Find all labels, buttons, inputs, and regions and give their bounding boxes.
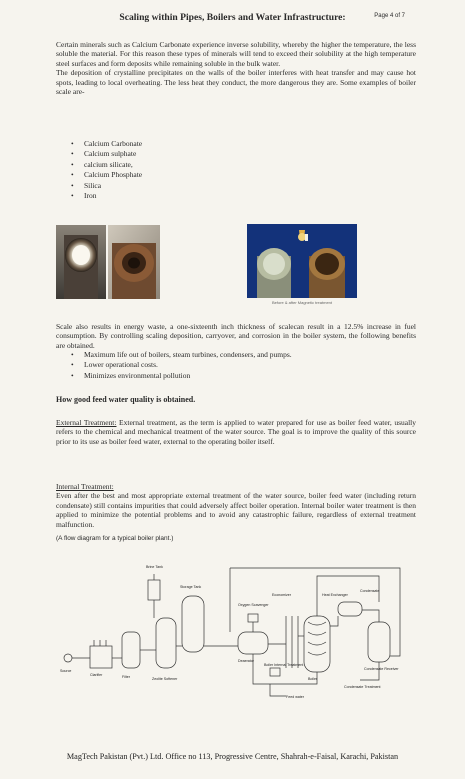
- label-condensate-treatment: Condensate Treatment: [344, 685, 381, 689]
- label-condensate: Condensate: [360, 589, 380, 593]
- label-brine-tank: Brine Tank: [146, 565, 163, 569]
- label-condensate-receiver: Condensate Receiver: [364, 667, 399, 671]
- internal-treatment-text: Even after the best and most appropriate external treatment of the water source, boiler feed water (including return condensate) still contains impurities that could adversely affect boiler operation. Internal boiler water treatment is then applied to minimize the potential problems and to avoid any catastrophic failure, regardless of external treatment malfunction.: [56, 491, 416, 529]
- footer-address: MagTech Pakistan (Pvt.) Ltd. Office no 113, Progressive Centre, Shahrah-e-Faisal, Karachi, Pakistan: [66, 752, 399, 761]
- intro-paragraph-1: Certain minerals such as Calcium Carbonate experience inverse solubility, whereby the higher the temperature, the less soluble the material. For this reason these types of minerals will tend to exceed their solubility at the high temperature steel surfaces and form deposits while remaining soluble in the bulk water.: [56, 40, 416, 68]
- storage-tank: [182, 596, 204, 652]
- header: [0, 12, 465, 26]
- energy-section: [56, 322, 416, 350]
- label-feed-water: Feed water: [286, 695, 304, 699]
- external-treatment-label: External Treatment:: [56, 418, 117, 427]
- boiler: [304, 616, 330, 672]
- page-title: Scaling within Pipes, Boilers and Water Infrastructure:: [119, 12, 346, 23]
- label-boiler: Boiler: [308, 677, 318, 681]
- boiler-plant-flow-diagram: [60, 556, 410, 712]
- scale-examples-list: [70, 139, 142, 201]
- label-deaerator: Deaerator: [238, 659, 254, 663]
- brine-tank: [148, 580, 160, 600]
- energy-paragraph: Scale also results in energy waste, a one-sixteenth inch thickness of scalecan result in a 12.5% increase in fuel consumption. By controlling scaling deposition, carryover, and corrosion in the boiler system, the following benefits are obtained.: [56, 322, 416, 350]
- label-source: Source: [60, 669, 72, 673]
- scaled-pipe-photo-2: [108, 225, 160, 299]
- list-item: • Maximum life out of boilers, steam turbines, condensers, and pumps.: [70, 350, 292, 360]
- diagram-note: (A flow diagram for a typical boiler plant.): [56, 535, 174, 542]
- list-item: • Minimizes environmental pollution: [70, 371, 292, 381]
- list-item: • Calcium Carbonate: [70, 139, 142, 149]
- zeolite-softener-vessel: [156, 618, 176, 668]
- quality-heading: How good feed water quality is obtained.: [56, 395, 196, 404]
- heat-exchanger: [338, 602, 362, 616]
- internal-treatment-section: [56, 482, 416, 529]
- list-item: • Lower operational costs.: [70, 360, 292, 370]
- intro-paragraph-2: The deposition of crystalline precipitates on the walls of the boiler interferes with heat transfer and may cause hot spots, leading to local overheating. The less heat they conduct, the more dangerous they are. Some examples of boiler scale are-: [56, 68, 416, 97]
- deaerator: [238, 632, 268, 654]
- list-item: • Calcium sulphate: [70, 149, 142, 159]
- label-storage-tank: Storage Tank: [180, 585, 202, 589]
- list-item: • Silica: [70, 181, 142, 191]
- label-filter: Filter: [122, 675, 130, 679]
- list-item: • Iron: [70, 191, 142, 201]
- list-item: • Calcium Phosphate: [70, 170, 142, 180]
- oxygen-scavenger: [248, 614, 258, 622]
- condensate-receiver: [368, 622, 390, 662]
- external-treatment-section: [56, 418, 416, 446]
- photo-caption: Before & after Magnetic treatment: [271, 300, 333, 305]
- magnetic-treatment-photo: [247, 224, 357, 298]
- label-clarifier: Clarifier: [90, 673, 103, 677]
- label-zeolite-softener: Zeolite Softener: [152, 677, 178, 681]
- internal-treatment-label: Internal Treatment:: [56, 482, 114, 491]
- source-symbol: [64, 654, 72, 662]
- intro-section: [56, 40, 416, 96]
- external-treatment-text: External treatment, as the term is applied to water prepared for use as boiler feed water, usually refers to the chemical and mechanical treatment of the water source. The goal is to improve the quality of this source prior to its use as boiler feed water, external to the operating boiler itself.: [56, 418, 416, 446]
- scaled-pipe-photo-1: [56, 225, 106, 299]
- page-number: Page 4 of 7: [374, 13, 405, 19]
- filter-vessel: [122, 632, 140, 668]
- economizer: [286, 616, 298, 668]
- boiler-internal-treatment-box: [270, 668, 280, 676]
- label-oxygen-scavenger: Oxygen Scavenger: [238, 603, 269, 607]
- label-heat-exchanger: Heat Exchanger: [322, 593, 348, 597]
- label-economizer: Economizer: [272, 593, 291, 597]
- list-item: • calcium silicate,: [70, 160, 142, 170]
- benefits-list: [70, 350, 292, 381]
- label-boiler-internal-treatment: Boiler Internal Treatment: [264, 663, 304, 667]
- clarifier-tank: [90, 646, 112, 668]
